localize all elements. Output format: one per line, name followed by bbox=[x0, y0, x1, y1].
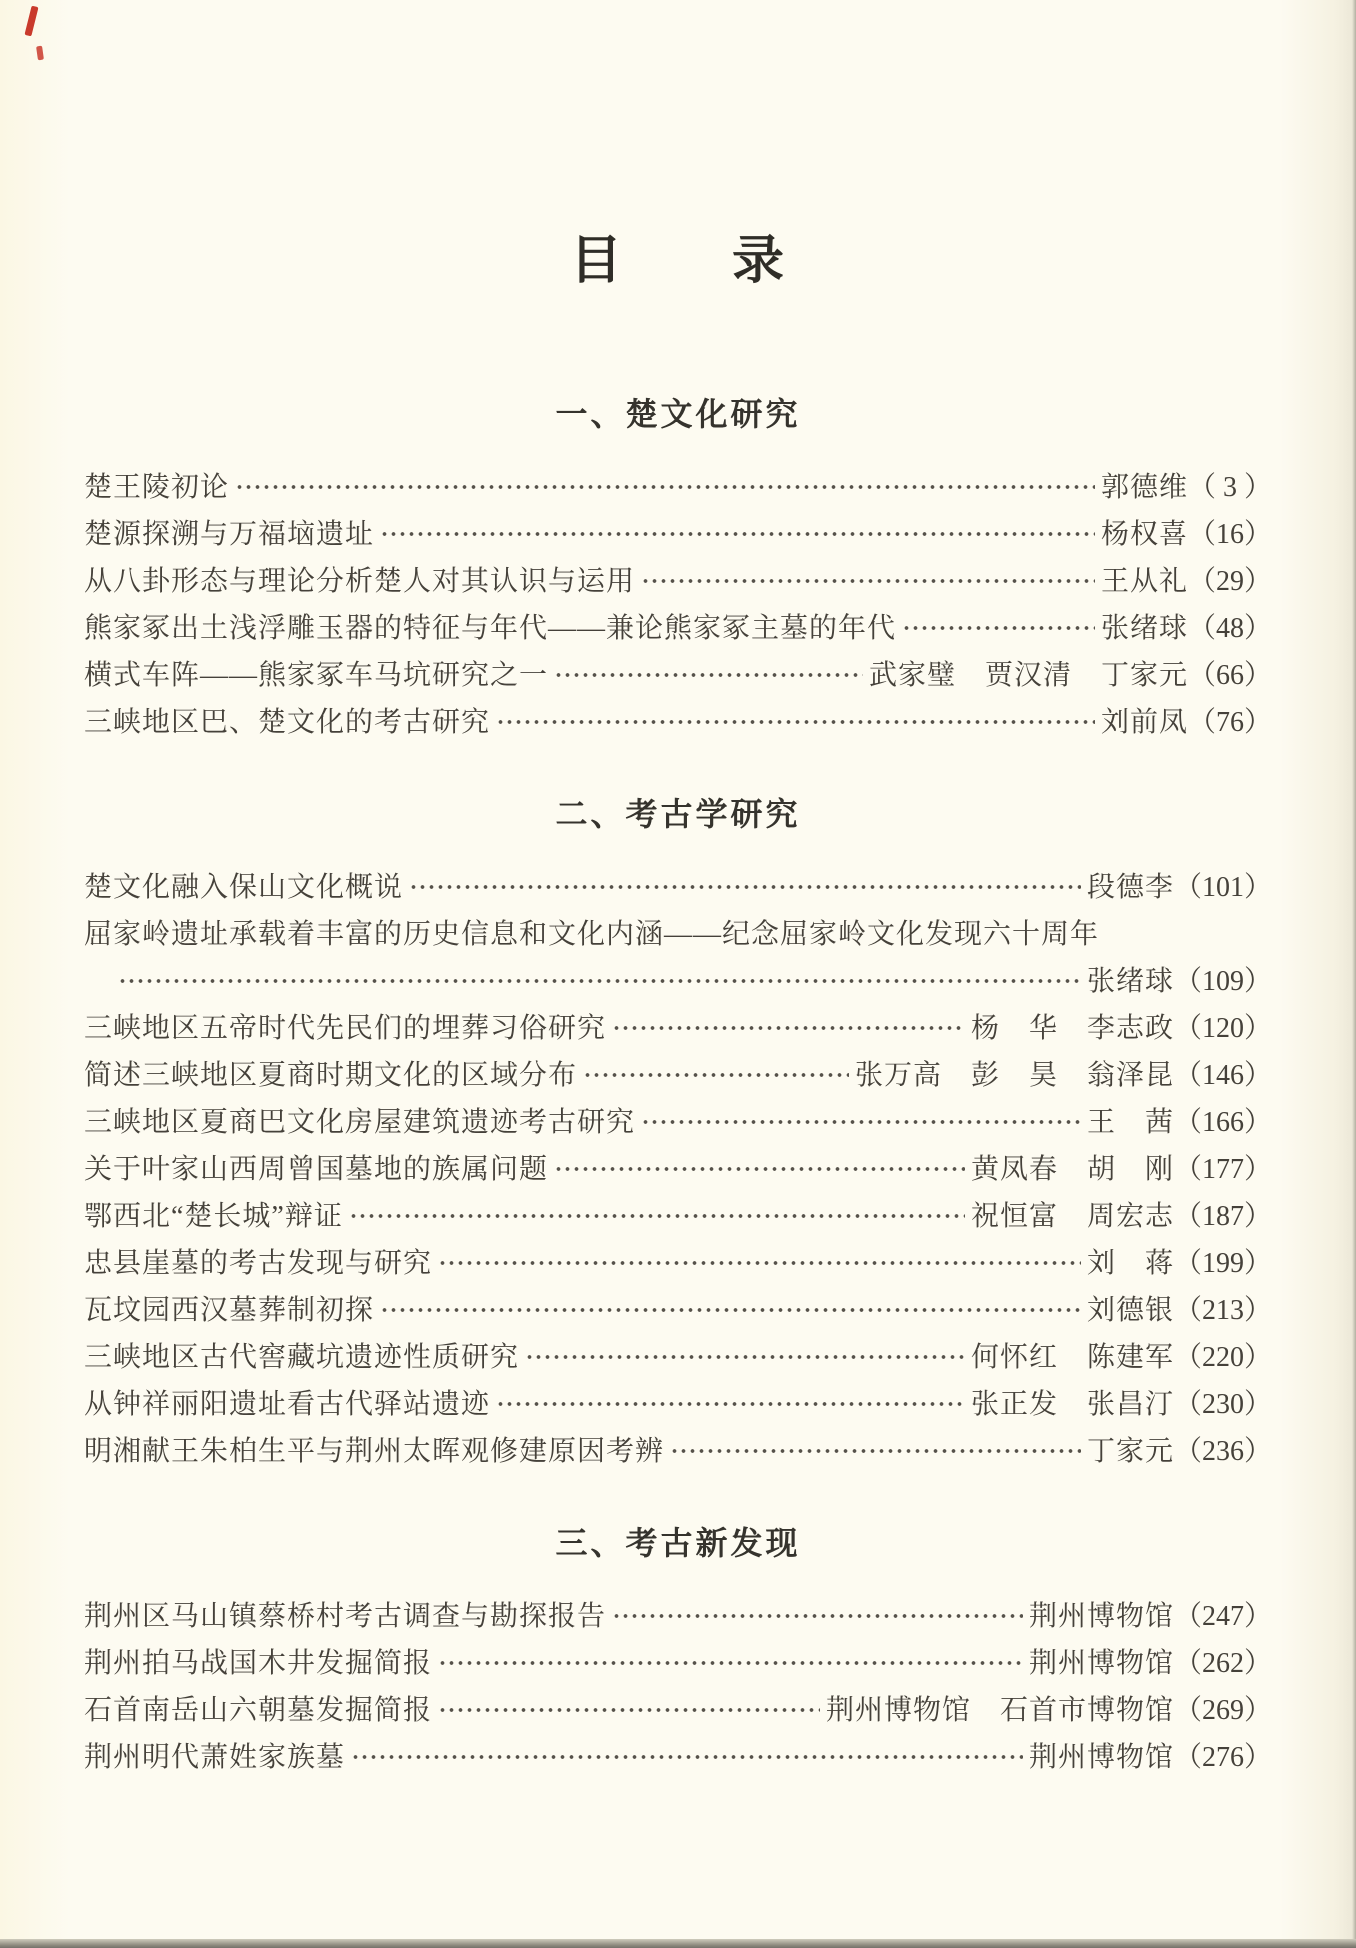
entry-title: 三峡地区古代窖藏坑遗迹性质研究 bbox=[84, 1341, 520, 1373]
dot-leader bbox=[235, 473, 1095, 501]
entry-page-number: （276） bbox=[1173, 1741, 1272, 1773]
toc-section bbox=[84, 389, 1272, 743]
entry-page-number: （166） bbox=[1173, 1106, 1272, 1138]
entry-page-number: （269） bbox=[1173, 1694, 1272, 1726]
dot-leader bbox=[409, 873, 1081, 901]
entry-title: 关于叶家山西周曾国墓地的族属问题 bbox=[84, 1153, 549, 1185]
entry-title: 从钟祥丽阳遗址看古代驿站遗迹 bbox=[84, 1388, 491, 1420]
toc-entry bbox=[84, 649, 1272, 696]
entry-authors: 荆州博物馆 bbox=[1028, 1600, 1174, 1632]
entry-title: 瓦坟园西汉墓葬制初探 bbox=[84, 1294, 375, 1326]
entry-authors: 郭德维 bbox=[1100, 471, 1188, 503]
entry-page-number: （187） bbox=[1173, 1200, 1272, 1232]
dot-leader bbox=[612, 1014, 965, 1042]
entry-authors: 黄凤春 胡 刚 bbox=[970, 1153, 1174, 1185]
toc-section bbox=[84, 1518, 1272, 1778]
toc-entry bbox=[84, 1284, 1272, 1331]
entry-title: 楚文化融入保山文化概说 bbox=[84, 871, 404, 903]
dot-leader bbox=[496, 708, 1095, 736]
section-heading: 三、考古新发现 bbox=[555, 1525, 801, 1561]
toc-section bbox=[84, 789, 1272, 1472]
dot-leader bbox=[612, 1602, 1023, 1630]
toc-entry bbox=[84, 908, 1272, 955]
entry-page-number: （220） bbox=[1173, 1341, 1272, 1373]
entry-page-number: （66） bbox=[1187, 659, 1272, 691]
entry-page-number: （16） bbox=[1187, 518, 1272, 550]
dot-leader bbox=[351, 1743, 1023, 1771]
section-entries bbox=[84, 861, 1272, 1472]
entry-authors: 王从礼 bbox=[1100, 565, 1188, 597]
dot-leader bbox=[438, 1249, 1081, 1277]
entry-title: 忠县崖墓的考古发现与研究 bbox=[84, 1247, 433, 1279]
dot-leader bbox=[670, 1437, 1081, 1465]
toc-entry bbox=[84, 1684, 1272, 1731]
entry-title: 楚源探溯与万福垴遗址 bbox=[84, 518, 375, 550]
toc-entry bbox=[84, 1731, 1272, 1778]
entry-authors: 荆州博物馆 石首市博物馆 bbox=[825, 1694, 1174, 1726]
toc-entry bbox=[84, 1143, 1272, 1190]
entry-authors: 刘 蒋 bbox=[1086, 1247, 1174, 1279]
toc-entry bbox=[84, 602, 1272, 649]
toc-entry bbox=[84, 955, 1272, 1002]
toc-entry bbox=[84, 1590, 1272, 1637]
entry-title: 横式车阵——熊家冢车马坑研究之一 bbox=[84, 659, 549, 691]
entry-page-number: （213） bbox=[1173, 1294, 1272, 1326]
scan-edge-bottom bbox=[0, 1939, 1356, 1948]
toc-entry bbox=[84, 1237, 1272, 1284]
entry-title: 屈家岭遗址承载着丰富的历史信息和文化内涵——纪念屈家岭文化发现六十周年 bbox=[84, 918, 1100, 950]
toc-entry bbox=[84, 508, 1272, 555]
dot-leader bbox=[525, 1343, 965, 1371]
entry-title: 楚王陵初论 bbox=[84, 471, 230, 503]
toc-entry bbox=[84, 1002, 1272, 1049]
entry-authors: 祝恒富 周宏志 bbox=[970, 1200, 1174, 1232]
toc-entry bbox=[84, 1190, 1272, 1237]
dot-leader bbox=[118, 967, 1081, 995]
toc-entry bbox=[84, 461, 1272, 508]
entry-title: 简述三峡地区夏商时期文化的区域分布 bbox=[84, 1059, 578, 1091]
entry-page-number: （177） bbox=[1173, 1153, 1272, 1185]
toc-entry bbox=[84, 1637, 1272, 1684]
entry-page-number: （236） bbox=[1173, 1435, 1272, 1467]
section-entries bbox=[84, 1590, 1272, 1778]
dot-leader bbox=[902, 614, 1095, 642]
entry-page-number: （76） bbox=[1187, 706, 1272, 738]
entry-title: 三峡地区巴、楚文化的考古研究 bbox=[84, 706, 491, 738]
entry-authors: 何怀红 陈建军 bbox=[970, 1341, 1174, 1373]
entry-title: 三峡地区五帝时代先民们的埋葬习俗研究 bbox=[84, 1012, 607, 1044]
entry-authors: 张万高 彭 昊 翁泽昆 bbox=[854, 1059, 1174, 1091]
entry-page-number: （230） bbox=[1173, 1388, 1272, 1420]
scan-edge-right bbox=[1352, 0, 1356, 1948]
entry-authors: 王 茜 bbox=[1086, 1106, 1174, 1138]
toc-entry bbox=[84, 1425, 1272, 1472]
toc-entry bbox=[84, 1096, 1272, 1143]
entry-page-number: （48） bbox=[1187, 612, 1272, 644]
entry-page-number: （146） bbox=[1173, 1059, 1272, 1091]
toc-entry bbox=[84, 696, 1272, 743]
toc-entry bbox=[84, 555, 1272, 602]
entry-page-number: （120） bbox=[1173, 1012, 1272, 1044]
dot-leader bbox=[438, 1649, 1023, 1677]
entry-page-number: （262） bbox=[1173, 1647, 1272, 1679]
entry-authors: 荆州博物馆 bbox=[1028, 1741, 1174, 1773]
entry-authors: 刘前凤 bbox=[1100, 706, 1188, 738]
entry-authors: 段德李 bbox=[1086, 871, 1174, 903]
toc-entry bbox=[84, 1049, 1272, 1096]
dot-leader bbox=[554, 1155, 965, 1183]
entry-page-number: （29） bbox=[1187, 565, 1272, 597]
entry-authors: 丁家元 bbox=[1086, 1435, 1174, 1467]
entry-authors: 刘德银 bbox=[1086, 1294, 1174, 1326]
entry-authors: 张正发 张昌汀 bbox=[970, 1388, 1174, 1420]
entry-title: 从八卦形态与理论分析楚人对其认识与运用 bbox=[84, 565, 636, 597]
dot-leader bbox=[583, 1061, 849, 1089]
entry-page-number: （199） bbox=[1173, 1247, 1272, 1279]
dot-leader bbox=[380, 1296, 1081, 1324]
entry-page-number: （247） bbox=[1173, 1600, 1272, 1632]
entry-title: 明湘献王朱柏生平与荆州太晖观修建原因考辨 bbox=[84, 1435, 665, 1467]
entry-title: 三峡地区夏商巴文化房屋建筑遗迹考古研究 bbox=[84, 1106, 636, 1138]
page-title: 目 录 bbox=[569, 233, 786, 290]
entry-title: 荆州区马山镇蔡桥村考古调查与勘探报告 bbox=[84, 1600, 607, 1632]
dot-leader bbox=[349, 1202, 965, 1230]
toc-sections bbox=[84, 389, 1272, 1778]
entry-authors: 荆州博物馆 bbox=[1028, 1647, 1174, 1679]
entry-page-number: （109） bbox=[1173, 965, 1272, 997]
section-heading: 二、考古学研究 bbox=[555, 796, 801, 832]
section-heading: 一、楚文化研究 bbox=[555, 396, 801, 432]
entry-title: 荆州拍马战国木井发掘简报 bbox=[84, 1647, 433, 1679]
entry-page-number: （ 3 ） bbox=[1187, 471, 1272, 503]
dot-leader bbox=[641, 567, 1095, 595]
dot-leader bbox=[641, 1108, 1081, 1136]
dot-leader bbox=[554, 661, 863, 689]
section-entries bbox=[84, 461, 1272, 743]
dot-leader bbox=[496, 1390, 965, 1418]
entry-title: 荆州明代萧姓家族墓 bbox=[84, 1741, 346, 1773]
entry-authors: 杨权喜 bbox=[1100, 518, 1188, 550]
entry-title: 熊家冢出土浅浮雕玉器的特征与年代——兼论熊家冢主墓的年代 bbox=[84, 612, 897, 644]
entry-title: 鄂西北“楚长城”辩证 bbox=[84, 1200, 343, 1232]
toc-entry bbox=[84, 1378, 1272, 1425]
entry-title: 石首南岳山六朝墓发掘简报 bbox=[84, 1694, 433, 1726]
toc-entry bbox=[84, 1331, 1272, 1378]
toc-entry bbox=[84, 861, 1272, 908]
entry-authors: 张绪球 bbox=[1100, 612, 1188, 644]
dot-leader bbox=[438, 1696, 820, 1724]
entry-authors: 武家璧 贾汉清 丁家元 bbox=[868, 659, 1188, 691]
entry-page-number: （101） bbox=[1173, 871, 1272, 903]
entry-authors: 张绪球 bbox=[1086, 965, 1174, 997]
entry-authors: 杨 华 李志政 bbox=[970, 1012, 1174, 1044]
dot-leader bbox=[380, 520, 1095, 548]
